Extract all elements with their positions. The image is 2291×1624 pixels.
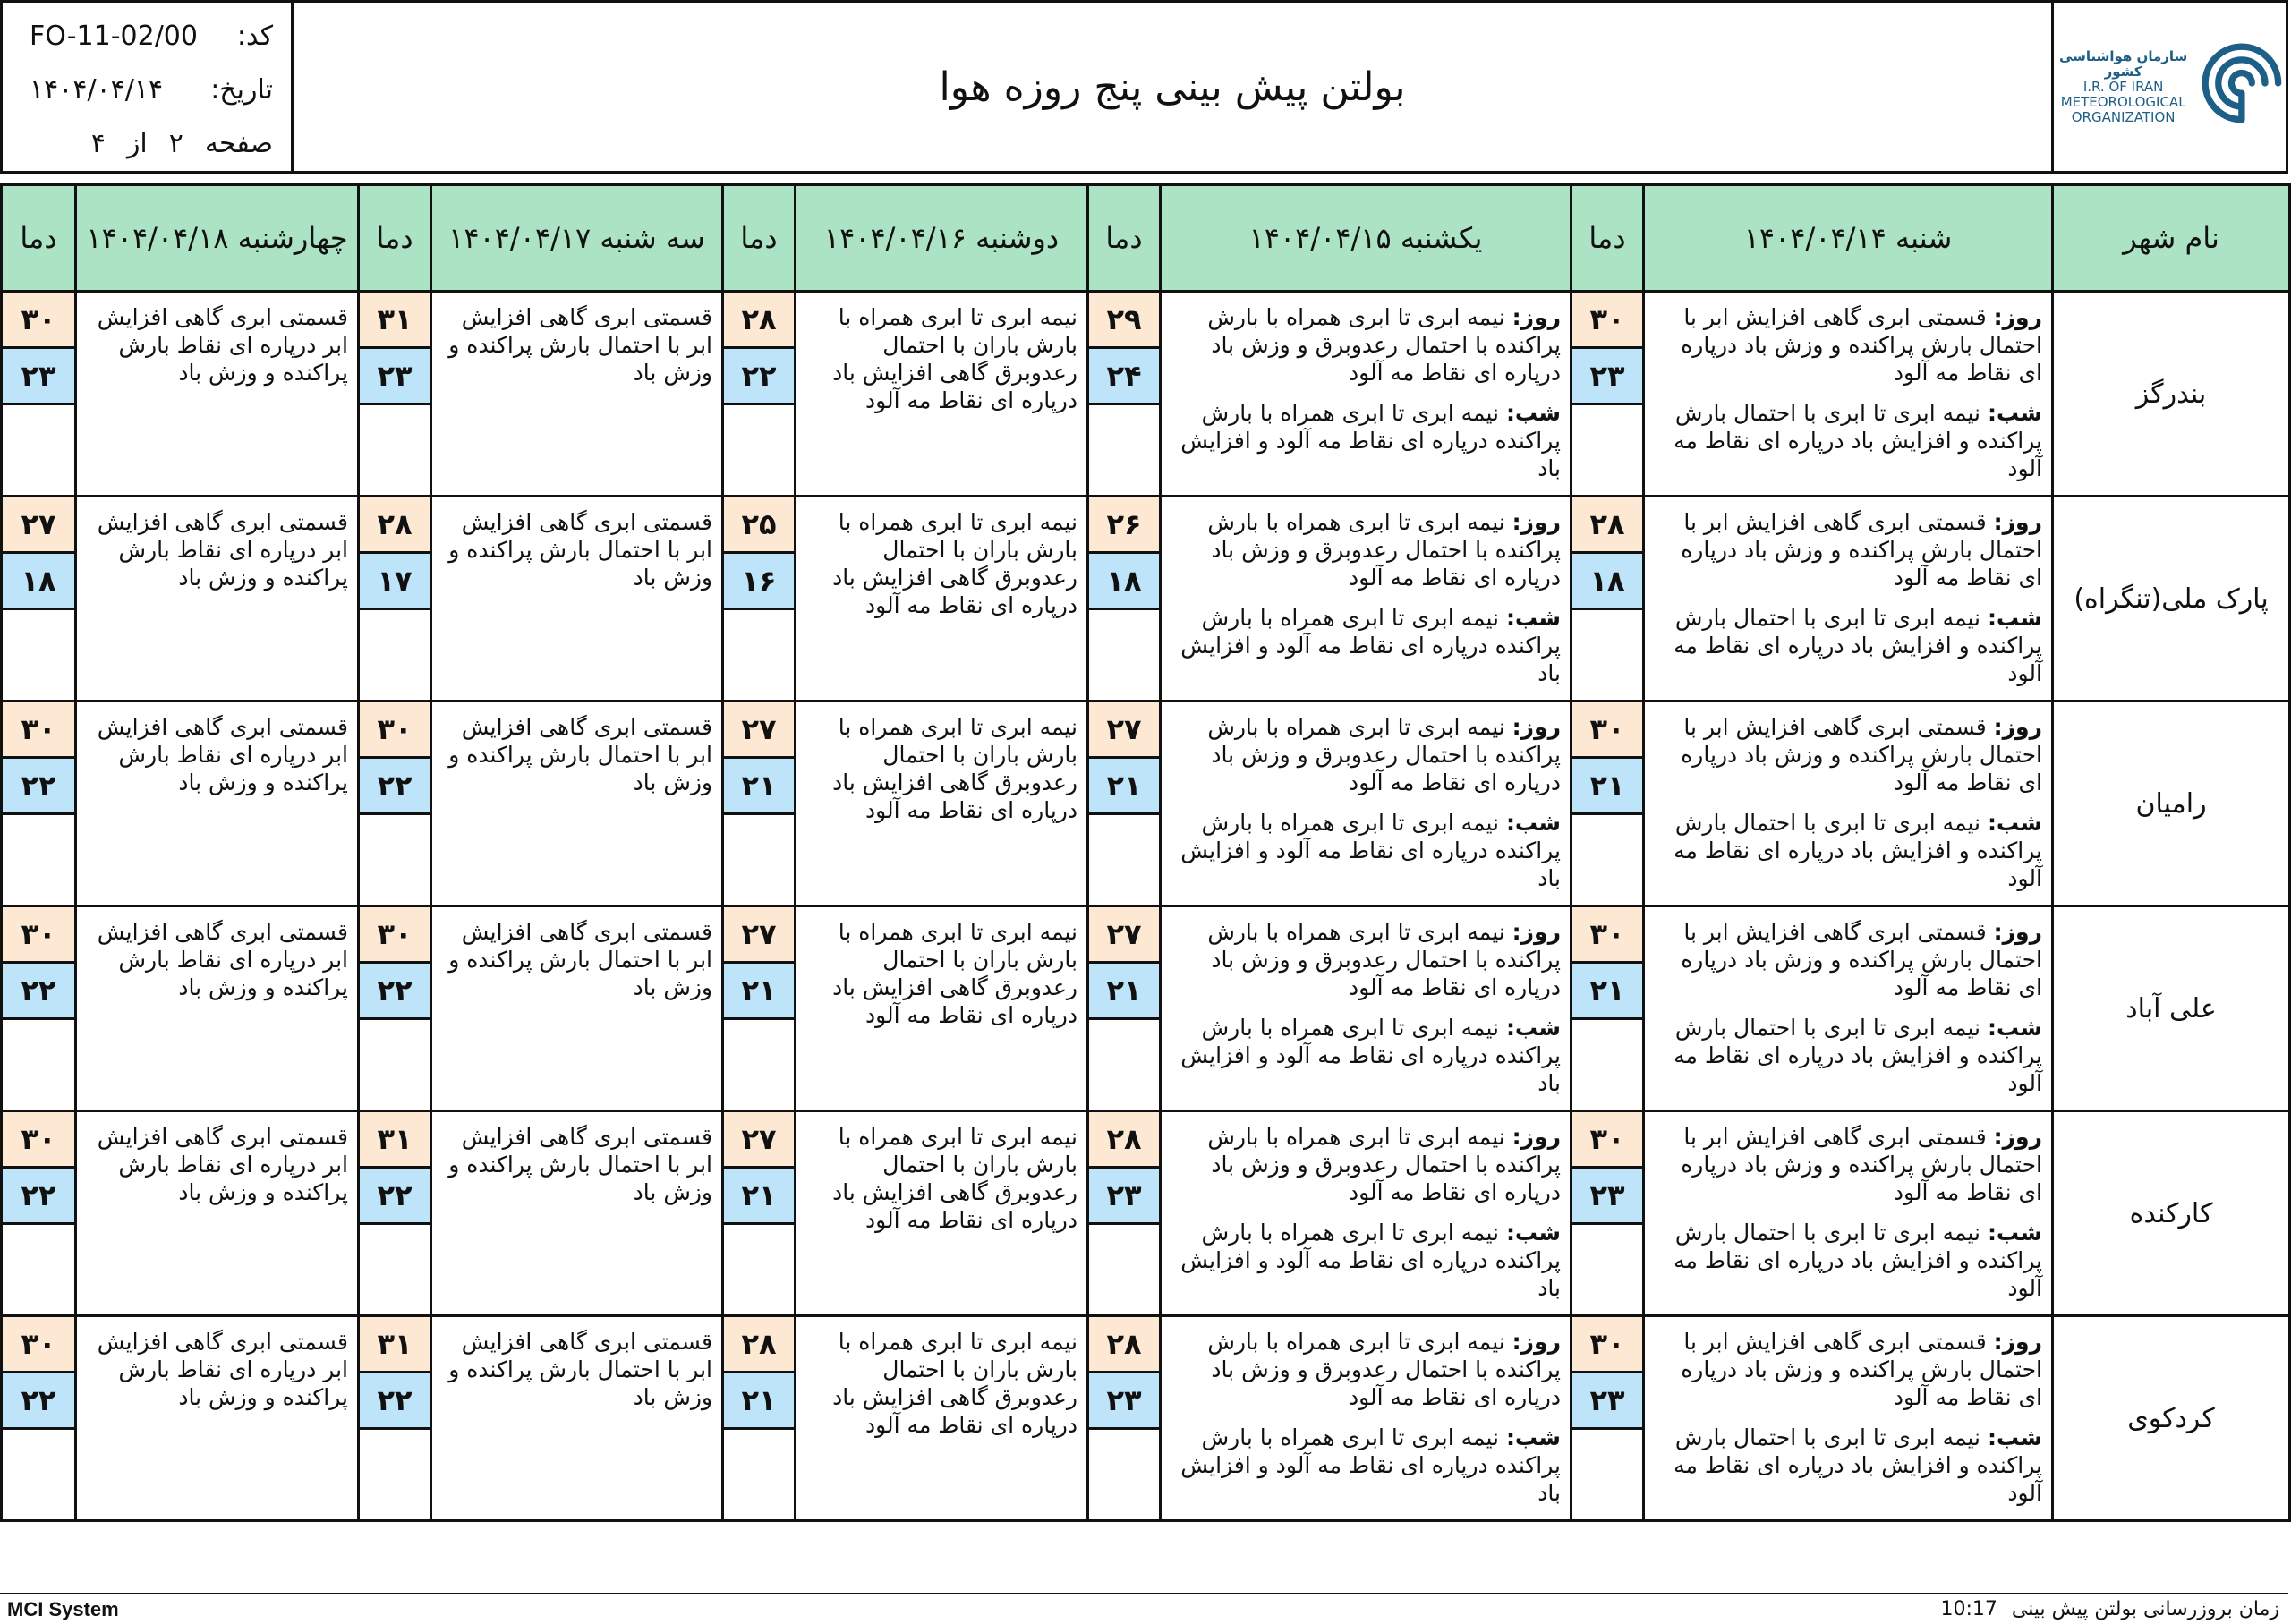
page-of-label: از <box>126 127 148 159</box>
temp-cell <box>1088 906 1161 1111</box>
temp-cell <box>1571 906 1644 1111</box>
min-temp: ۱۶ <box>724 554 794 610</box>
temp-cell <box>1571 1316 1644 1521</box>
day-text: قسمتی ابری گاهی افزایش ابر با احتمال بارش پراکنده و وزش باد درپاره ای نقاط مه آلود <box>1681 714 2042 795</box>
forecast-description <box>1644 497 2053 701</box>
temp-cell <box>723 292 796 497</box>
temp-cell <box>723 701 796 906</box>
max-temp: ۳۰ <box>3 907 74 964</box>
night-text: نیمه ابری تا ابری همراه با بارش پراکنده درپاره ای نقاط مه آلود و افزایش باد <box>1180 1220 1561 1301</box>
forecast-description <box>431 906 723 1111</box>
day-forecast <box>1657 508 2042 591</box>
temp-cell <box>723 906 796 1111</box>
forecast-description <box>76 1316 359 1521</box>
max-temp: ۲۹ <box>1089 293 1159 349</box>
day-forecast <box>1174 508 1561 591</box>
night-text: نیمه ابری تا ابری همراه با بارش پراکنده درپاره ای نقاط مه آلود و افزایش باد <box>1180 1015 1561 1096</box>
temp-cell <box>1088 701 1161 906</box>
logo-org-en1: I.R. OF IRAN <box>2082 78 2164 95</box>
min-temp: ۲۳ <box>1572 349 1642 405</box>
forecast-text: قسمتی ابری گاهی افزایش ابر با احتمال بارش پراکنده و وزش باد <box>448 509 712 591</box>
forecast-description <box>431 497 723 701</box>
night-label: شب: <box>1987 1424 2042 1450</box>
day-text: نیمه ابری تا ابری همراه با بارش پراکنده با احتمال رعدوبرق و وزش باد درپاره ای نقاط مه آلود <box>1207 919 1561 1000</box>
date-row <box>30 67 273 112</box>
system-name: MCI System <box>7 1598 119 1620</box>
night-forecast <box>1657 399 2042 482</box>
min-temp: ۲۱ <box>724 1169 794 1225</box>
forecast-description <box>796 497 1088 701</box>
bulletin-title: بولتن پیش بینی پنج روزه هوا <box>939 64 1406 110</box>
night-forecast <box>1174 1424 1561 1507</box>
min-temp: ۲۲ <box>3 1169 74 1225</box>
temp-cell <box>1088 292 1161 497</box>
max-temp: ۲۶ <box>1089 497 1159 554</box>
max-temp: ۲۷ <box>724 702 794 759</box>
update-label: زمان بروزرسانی بولتن پیش بینی <box>2011 1598 2279 1620</box>
forecast-description <box>1644 906 2053 1111</box>
max-temp: ۲۵ <box>724 497 794 554</box>
forecast-text: نیمه ابری تا ابری همراه با بارش باران با احتمال رعدوبرق گاهی افزایش باد درپاره ای نقاط مه آلود <box>832 1124 1077 1233</box>
night-label: شب: <box>1987 400 2042 426</box>
max-temp: ۲۷ <box>724 907 794 964</box>
day-forecast <box>1174 918 1561 1001</box>
night-forecast <box>1174 809 1561 892</box>
max-temp: ۳۰ <box>1572 702 1642 759</box>
logo-org-en3: ORGANIZATION <box>2071 108 2176 125</box>
page-label: صفحه <box>204 127 273 159</box>
temp-cell <box>2 497 76 701</box>
day-text: نیمه ابری تا ابری همراه با بارش پراکنده با احتمال رعدوبرق و وزش باد درپاره ای نقاط مه آلود <box>1207 509 1561 591</box>
min-temp: ۲۱ <box>1572 759 1642 815</box>
temp-column-header: دما <box>723 185 796 292</box>
min-temp: ۲۲ <box>360 759 430 815</box>
night-label: شب: <box>1987 1220 2042 1246</box>
temp-column-header: دما <box>2 185 76 292</box>
day-label: روز: <box>1512 304 1561 330</box>
temp-cell <box>1088 1111 1161 1316</box>
day-label: روز: <box>1993 304 2042 330</box>
min-temp: ۲۲ <box>360 964 430 1020</box>
night-label: شب: <box>1987 605 2042 631</box>
table-row <box>2 701 2290 906</box>
max-temp: ۲۸ <box>724 293 794 349</box>
bulletin-header <box>0 0 2288 174</box>
temp-cell <box>359 701 431 906</box>
night-label: شب: <box>1987 1015 2042 1041</box>
temp-cell <box>359 292 431 497</box>
day-text: نیمه ابری تا ابری همراه با بارش پراکنده با احتمال رعدوبرق و وزش باد درپاره ای نقاط مه آلود <box>1207 714 1561 795</box>
max-temp: ۳۰ <box>3 1112 74 1169</box>
night-forecast <box>1657 604 2042 687</box>
city-name: پارک ملی(تنگراه) <box>2053 497 2290 701</box>
temp-cell <box>359 1316 431 1521</box>
forecast-description <box>1644 701 2053 906</box>
forecast-description <box>1644 1316 2053 1521</box>
temp-cell <box>2 906 76 1111</box>
day-label: روز: <box>1512 509 1561 535</box>
logo-text <box>2054 49 2193 125</box>
forecast-text: قسمتی ابری گاهی افزایش ابر درپاره ای نقاط بارش پراکنده و وزش باد <box>97 1329 348 1410</box>
night-forecast <box>1174 604 1561 687</box>
min-temp: ۲۲ <box>3 759 74 815</box>
min-temp: ۲۱ <box>1572 964 1642 1020</box>
temp-cell <box>2 292 76 497</box>
forecast-description <box>1161 1111 1571 1316</box>
min-temp: ۱۷ <box>360 554 430 610</box>
forecast-description <box>796 1111 1088 1316</box>
forecast-text: نیمه ابری تا ابری همراه با بارش باران با احتمال رعدوبرق گاهی افزایش باد درپاره ای نقاط مه آلود <box>832 304 1077 413</box>
min-temp: ۲۳ <box>360 349 430 405</box>
day-label: روز: <box>1512 714 1561 740</box>
forecast-description <box>796 1316 1088 1521</box>
day-text: قسمتی ابری گاهی افزایش ابر با احتمال بارش پراکنده و وزش باد درپاره ای نقاط مه آلود <box>1681 509 2042 591</box>
forecast-text: قسمتی ابری گاهی افزایش ابر با احتمال بارش پراکنده و وزش باد <box>448 1329 712 1410</box>
day-forecast <box>1657 918 2042 1001</box>
night-label: شب: <box>1505 400 1561 426</box>
forecast-text: قسمتی ابری گاهی افزایش ابر با احتمال بارش پراکنده و وزش باد <box>448 714 712 795</box>
forecast-text: نیمه ابری تا ابری همراه با بارش باران با احتمال رعدوبرق گاهی افزایش باد درپاره ای نقاط مه آلود <box>832 919 1077 1028</box>
min-temp: ۱۸ <box>3 554 74 610</box>
forecast-description <box>431 292 723 497</box>
forecast-text: نیمه ابری تا ابری همراه با بارش باران با احتمال رعدوبرق گاهی افزایش باد درپاره ای نقاط مه آلود <box>832 1329 1077 1438</box>
night-label: شب: <box>1505 1015 1561 1041</box>
max-temp: ۳۰ <box>3 1317 74 1373</box>
city-name: علی آباد <box>2053 906 2290 1111</box>
day-text: نیمه ابری تا ابری همراه با بارش پراکنده با احتمال رعدوبرق و وزش باد درپاره ای نقاط مه آلود <box>1207 1329 1561 1410</box>
code-label: کد: <box>236 20 273 52</box>
table-header-row <box>2 185 2290 292</box>
min-temp: ۲۲ <box>360 1169 430 1225</box>
night-forecast <box>1657 1424 2042 1507</box>
day-label: روز: <box>1512 919 1561 945</box>
city-name: بندرگز <box>2053 292 2290 497</box>
min-temp: ۱۸ <box>1089 554 1159 610</box>
city-column-header: نام شهر <box>2053 185 2290 292</box>
night-text: نیمه ابری تا ابری همراه با بارش پراکنده درپاره ای نقاط مه آلود و افزایش باد <box>1180 605 1561 686</box>
forecast-description <box>1644 1111 2053 1316</box>
night-forecast <box>1657 1219 2042 1302</box>
max-temp: ۳۰ <box>1572 907 1642 964</box>
min-temp: ۲۱ <box>1089 759 1159 815</box>
max-temp: ۲۸ <box>1089 1317 1159 1373</box>
temp-cell <box>1571 1111 1644 1316</box>
temp-cell <box>2 1316 76 1521</box>
forecast-text: قسمتی ابری گاهی افزایش ابر با احتمال بارش پراکنده و وزش باد <box>448 304 712 386</box>
day-forecast <box>1174 1328 1561 1411</box>
forecast-description <box>1644 292 2053 497</box>
forecast-text: قسمتی ابری گاهی افزایش ابر با احتمال بارش پراکنده و وزش باد <box>448 1124 712 1205</box>
day-label: روز: <box>1512 1329 1561 1355</box>
forecast-description <box>1161 701 1571 906</box>
temp-cell <box>723 1111 796 1316</box>
day-text: نیمه ابری تا ابری همراه با بارش پراکنده با احتمال رعدوبرق و وزش باد درپاره ای نقاط مه آلود <box>1207 1124 1561 1205</box>
forecast-description <box>796 906 1088 1111</box>
day-forecast <box>1657 1328 2042 1411</box>
forecast-description <box>76 1111 359 1316</box>
max-temp: ۳۱ <box>360 293 430 349</box>
date-label: تاریخ: <box>210 73 273 106</box>
max-temp: ۳۰ <box>1572 293 1642 349</box>
day-forecast <box>1657 1123 2042 1206</box>
page-number: ۲ <box>168 127 183 159</box>
day-label: روز: <box>1993 1329 2042 1355</box>
update-time: 10:17 <box>1940 1598 1997 1620</box>
temp-cell <box>1571 701 1644 906</box>
forecast-description <box>431 701 723 906</box>
table-row <box>2 906 2290 1111</box>
min-temp: ۲۱ <box>724 964 794 1020</box>
temp-cell <box>723 497 796 701</box>
night-label: شب: <box>1505 1424 1561 1450</box>
page-row <box>91 121 273 166</box>
min-temp: ۲۲ <box>3 964 74 1020</box>
night-forecast <box>1174 1219 1561 1302</box>
max-temp: ۳۰ <box>1572 1317 1642 1373</box>
night-label: شب: <box>1987 810 2042 836</box>
temp-column-header: دما <box>1088 185 1161 292</box>
min-temp: ۲۱ <box>1089 964 1159 1020</box>
document-meta <box>3 3 294 171</box>
night-text: نیمه ابری تا ابری با احتمال بارش پراکنده و افزایش باد درپاره ای نقاط مه آلود <box>1674 400 2042 481</box>
day-label: روز: <box>1993 1124 2042 1150</box>
min-temp: ۲۱ <box>724 1373 794 1430</box>
day-forecast <box>1657 303 2042 387</box>
night-text: نیمه ابری تا ابری با احتمال بارش پراکنده و افزایش باد درپاره ای نقاط مه آلود <box>1674 605 2042 686</box>
min-temp: ۲۲ <box>724 349 794 405</box>
night-text: نیمه ابری تا ابری با احتمال بارش پراکنده و افزایش باد درپاره ای نقاط مه آلود <box>1674 810 2042 891</box>
max-temp: ۲۸ <box>360 497 430 554</box>
temp-cell <box>1088 497 1161 701</box>
min-temp: ۲۳ <box>1089 1373 1159 1430</box>
min-temp: ۲۳ <box>3 349 74 405</box>
min-temp: ۲۳ <box>1089 1169 1159 1225</box>
day-forecast <box>1174 713 1561 796</box>
day-column-header: سه شنبه ۱۴۰۴/۰۴/۱۷ <box>431 185 723 292</box>
night-text: نیمه ابری تا ابری با احتمال بارش پراکنده و افزایش باد درپاره ای نقاط مه آلود <box>1674 1424 2042 1506</box>
forecast-text: قسمتی ابری گاهی افزایش ابر درپاره ای نقاط بارش پراکنده و وزش باد <box>97 509 348 591</box>
day-column-header: یکشنبه ۱۴۰۴/۰۴/۱۵ <box>1161 185 1571 292</box>
max-temp: ۳۱ <box>360 1317 430 1373</box>
night-forecast <box>1174 1014 1561 1097</box>
forecast-description <box>796 701 1088 906</box>
night-text: نیمه ابری تا ابری با احتمال بارش پراکنده و افزایش باد درپاره ای نقاط مه آلود <box>1674 1220 2042 1301</box>
day-text: قسمتی ابری گاهی افزایش ابر با احتمال بارش پراکنده و وزش باد درپاره ای نقاط مه آلود <box>1681 1124 2042 1205</box>
min-temp: ۲۲ <box>3 1373 74 1430</box>
max-temp: ۳۰ <box>3 293 74 349</box>
day-label: روز: <box>1993 509 2042 535</box>
update-info <box>1940 1598 2279 1620</box>
night-text: نیمه ابری تا ابری همراه با بارش پراکنده درپاره ای نقاط مه آلود و افزایش باد <box>1180 810 1561 891</box>
forecast-description <box>431 1111 723 1316</box>
forecast-text: نیمه ابری تا ابری همراه با بارش باران با احتمال رعدوبرق گاهی افزایش باد درپاره ای نقاط مه آلود <box>832 509 1077 618</box>
max-temp: ۲۷ <box>724 1112 794 1169</box>
forecast-description <box>796 292 1088 497</box>
forecast-text: نیمه ابری تا ابری همراه با بارش باران با احتمال رعدوبرق گاهی افزایش باد درپاره ای نقاط مه آلود <box>832 714 1077 823</box>
date-value: ۱۴۰۴/۰۴/۱۴ <box>30 73 164 106</box>
night-text: نیمه ابری تا ابری همراه با بارش پراکنده درپاره ای نقاط مه آلود و افزایش باد <box>1180 1424 1561 1506</box>
forecast-description <box>76 292 359 497</box>
day-text: قسمتی ابری گاهی افزایش ابر با احتمال بارش پراکنده و وزش باد درپاره ای نقاط مه آلود <box>1681 1329 2042 1410</box>
night-forecast <box>1174 399 1561 482</box>
day-text: قسمتی ابری گاهی افزایش ابر با احتمال بارش پراکنده و وزش باد درپاره ای نقاط مه آلود <box>1681 919 2042 1000</box>
min-temp: ۲۳ <box>1572 1169 1642 1225</box>
max-temp: ۲۷ <box>1089 907 1159 964</box>
temp-column-header: دما <box>359 185 431 292</box>
max-temp: ۳۰ <box>360 702 430 759</box>
min-temp: ۲۲ <box>360 1373 430 1430</box>
night-forecast <box>1657 1014 2042 1097</box>
day-column-header: چهارشنبه ۱۴۰۴/۰۴/۱۸ <box>76 185 359 292</box>
forecast-text: قسمتی ابری گاهی افزایش ابر با احتمال بارش پراکنده و وزش باد <box>448 919 712 1000</box>
logo-org-fa: سازمان هواشناسی کشور <box>2058 47 2188 80</box>
forecast-description <box>1161 497 1571 701</box>
night-forecast <box>1657 809 2042 892</box>
forecast-description <box>76 701 359 906</box>
temp-cell <box>359 1111 431 1316</box>
forecast-description <box>76 906 359 1111</box>
forecast-description <box>1161 1316 1571 1521</box>
temp-cell <box>1571 497 1644 701</box>
day-column-header: دوشنبه ۱۴۰۴/۰۴/۱۶ <box>796 185 1088 292</box>
max-temp: ۲۷ <box>1089 702 1159 759</box>
table-row <box>2 1316 2290 1521</box>
city-name: رامیان <box>2053 701 2290 906</box>
max-temp: ۳۰ <box>3 702 74 759</box>
max-temp: ۲۸ <box>1089 1112 1159 1169</box>
temp-cell <box>359 497 431 701</box>
forecast-description <box>1161 292 1571 497</box>
day-text: نیمه ابری تا ابری همراه با بارش پراکنده با احتمال رعدوبرق و وزش باد درپاره ای نقاط مه آلود <box>1207 304 1561 386</box>
min-temp: ۲۱ <box>724 759 794 815</box>
night-label: شب: <box>1505 810 1561 836</box>
temp-column-header: دما <box>1571 185 1644 292</box>
night-text: نیمه ابری تا ابری با احتمال بارش پراکنده و افزایش باد درپاره ای نقاط مه آلود <box>1674 1015 2042 1096</box>
day-forecast <box>1174 303 1561 387</box>
temp-cell <box>2 701 76 906</box>
day-label: روز: <box>1512 1124 1561 1150</box>
logo-org-en2: METEOROLOGICAL <box>2060 93 2186 110</box>
max-temp: ۳۰ <box>1572 1112 1642 1169</box>
temp-cell <box>723 1316 796 1521</box>
day-label: روز: <box>1993 919 2042 945</box>
forecast-description <box>76 497 359 701</box>
min-temp: ۲۴ <box>1089 349 1159 405</box>
code-value: FO-11-02/00 <box>30 20 198 52</box>
night-label: شب: <box>1505 1220 1561 1246</box>
day-forecast <box>1657 713 2042 796</box>
page-total: ۴ <box>90 127 106 159</box>
footer <box>0 1593 2288 1623</box>
code-row <box>30 13 273 58</box>
table-row <box>2 497 2290 701</box>
temp-cell <box>2 1111 76 1316</box>
day-text: قسمتی ابری گاهی افزایش ابر با احتمال بارش پراکنده و وزش باد درپاره ای نقاط مه آلود <box>1681 304 2042 386</box>
logo <box>2051 3 2286 171</box>
night-text: نیمه ابری تا ابری همراه با بارش پراکنده درپاره ای نقاط مه آلود و افزایش باد <box>1180 400 1561 481</box>
forecast-text: قسمتی ابری گاهی افزایش ابر درپاره ای نقاط بارش پراکنده و وزش باد <box>97 1124 348 1205</box>
forecast-text: قسمتی ابری گاهی افزایش ابر درپاره ای نقاط بارش پراکنده و وزش باد <box>97 714 348 795</box>
max-temp: ۲۸ <box>1572 497 1642 554</box>
max-temp: ۲۷ <box>3 497 74 554</box>
min-temp: ۲۳ <box>1572 1373 1642 1430</box>
table-row <box>2 1111 2290 1316</box>
day-label: روز: <box>1993 714 2042 740</box>
temp-cell <box>359 906 431 1111</box>
meteorological-spiral-icon <box>2198 29 2286 145</box>
max-temp: ۳۱ <box>360 1112 430 1169</box>
max-temp: ۲۸ <box>724 1317 794 1373</box>
min-temp: ۱۸ <box>1572 554 1642 610</box>
forecast-description <box>431 1316 723 1521</box>
temp-cell <box>1571 292 1644 497</box>
day-column-header: شنبه ۱۴۰۴/۰۴/۱۴ <box>1644 185 2053 292</box>
temp-cell <box>1088 1316 1161 1521</box>
forecast-description <box>1161 906 1571 1111</box>
city-name: کردکوی <box>2053 1316 2290 1521</box>
table-row <box>2 292 2290 497</box>
day-forecast <box>1174 1123 1561 1206</box>
forecast-text: قسمتی ابری گاهی افزایش ابر درپاره ای نقاط بارش پراکنده و وزش باد <box>97 919 348 1000</box>
max-temp: ۳۰ <box>360 907 430 964</box>
forecast-table <box>0 183 2291 1522</box>
forecast-text: قسمتی ابری گاهی افزایش ابر درپاره ای نقاط بارش پراکنده و وزش باد <box>97 304 348 386</box>
city-name: کارکنده <box>2053 1111 2290 1316</box>
night-label: شب: <box>1505 605 1561 631</box>
